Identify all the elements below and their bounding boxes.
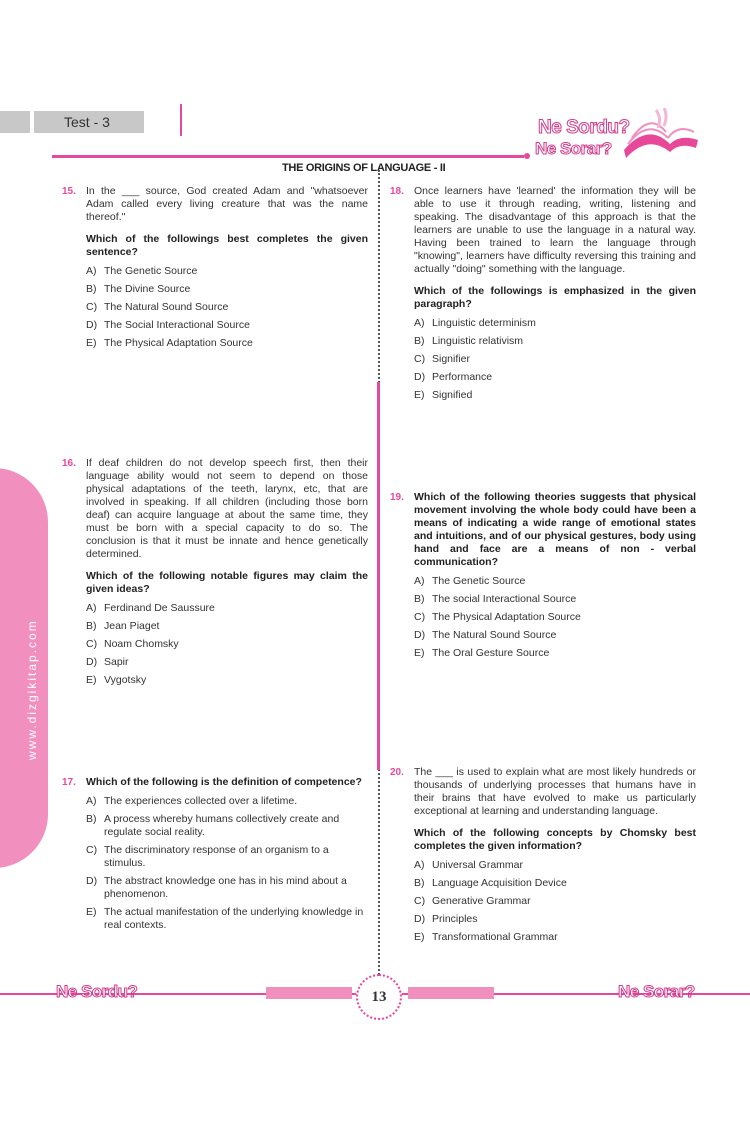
option-letter: A): [414, 859, 425, 871]
option-b[interactable]: [86, 283, 368, 296]
option-letter: E): [86, 674, 97, 686]
option-a[interactable]: [86, 265, 368, 278]
option-letter: B): [86, 620, 97, 632]
option-letter: B): [86, 283, 97, 295]
question-18: [390, 185, 696, 407]
option-text: The experiences collected over a lifetime.: [104, 795, 298, 807]
options: [414, 575, 696, 660]
option-c[interactable]: [414, 353, 696, 366]
question-17: [62, 776, 368, 937]
option-e[interactable]: [86, 337, 368, 350]
option-text: The actual manifestation of the underlying knowledge in real contexts.: [104, 906, 364, 931]
question-15: [62, 185, 368, 355]
option-e[interactable]: [86, 674, 368, 687]
option-d[interactable]: [86, 875, 368, 901]
question-prompt: Which of the following is the definition of competence?: [86, 776, 362, 788]
option-letter: B): [86, 813, 97, 825]
option-text: Vygotsky: [104, 674, 147, 686]
option-letter: A): [86, 602, 97, 614]
option-b[interactable]: [86, 620, 368, 633]
question-prompt: Which of the following notable figures may claim the given ideas?: [86, 570, 368, 595]
option-a[interactable]: [86, 602, 368, 615]
option-text: The Divine Source: [104, 283, 191, 295]
option-letter: E): [86, 906, 97, 918]
option-c[interactable]: [86, 301, 368, 314]
option-b[interactable]: [86, 813, 368, 839]
question-number: 19.: [390, 492, 404, 503]
option-a[interactable]: [414, 575, 696, 588]
option-text: Linguistic determinism: [432, 317, 536, 329]
option-text: Noam Chomsky: [104, 638, 179, 650]
option-letter: D): [86, 875, 98, 887]
option-e[interactable]: [414, 647, 696, 660]
option-letter: C): [414, 895, 426, 907]
option-text: Sapir: [104, 656, 129, 668]
option-letter: C): [414, 353, 426, 365]
question-16: [62, 457, 368, 692]
option-letter: C): [86, 844, 98, 856]
question-19: [390, 491, 696, 665]
options: [86, 602, 368, 687]
option-letter: A): [86, 265, 97, 277]
question-number: 18.: [390, 186, 404, 197]
option-text: Linguistic relativism: [432, 335, 524, 347]
question-number: 16.: [62, 458, 76, 469]
column-divider-accent: [377, 382, 380, 770]
option-e[interactable]: [414, 931, 696, 944]
option-letter: E): [414, 647, 425, 659]
option-text: Transformational Grammar: [432, 931, 558, 943]
option-text: The Genetic Source: [104, 265, 198, 277]
option-letter: D): [414, 913, 426, 925]
option-text: A process whereby humans collectively create and regulate social reality.: [104, 813, 340, 838]
option-text: The Social Interactional Source: [104, 319, 250, 331]
option-text: Signified: [432, 389, 473, 401]
option-d[interactable]: [414, 913, 696, 926]
option-letter: B): [414, 877, 425, 889]
test-label: Test - 3: [34, 111, 144, 133]
question-prompt: Which of the followings is emphasized in the given paragraph?: [414, 285, 696, 310]
option-d[interactable]: [86, 656, 368, 669]
option-b[interactable]: [414, 335, 696, 348]
footer-logo-left: Ne Sordu?: [56, 982, 138, 1001]
page-number: 13: [356, 974, 402, 1020]
footer-bar-left: [266, 987, 352, 999]
side-tab: [0, 468, 48, 868]
option-b[interactable]: [414, 877, 696, 890]
option-d[interactable]: [86, 319, 368, 332]
option-letter: C): [414, 611, 426, 623]
question-20: [390, 766, 696, 949]
option-text: The discriminatory response of an organism to a stimulus.: [104, 844, 329, 869]
option-letter: A): [86, 795, 97, 807]
side-watermark: www.dizgikitap.com: [25, 619, 39, 760]
option-letter: A): [414, 317, 425, 329]
question-text: The ___ is used to explain what are most likely hundreds or thousands of underlying processes that humans have in their brains that have evolved to make us particularly exceptional at learning and understanding language.: [414, 766, 696, 817]
option-text: The abstract knowledge one has in his mind about a phenomenon.: [104, 875, 347, 900]
question-prompt: Which of the followings best completes the given sentence?: [86, 233, 368, 258]
question-prompt: Which of the following concepts by Chomsky best completes the given information?: [414, 827, 696, 852]
option-text: Performance: [432, 371, 493, 383]
question-number: 15.: [62, 186, 76, 197]
header-rule: [52, 155, 524, 158]
option-text: The Natural Sound Source: [432, 629, 557, 641]
header-divider: [180, 104, 182, 136]
option-e[interactable]: [414, 389, 696, 402]
option-e[interactable]: [86, 906, 368, 932]
option-letter: E): [414, 931, 425, 943]
option-c[interactable]: [86, 844, 368, 870]
option-d[interactable]: [414, 371, 696, 384]
question-number: 20.: [390, 767, 404, 778]
page-title: THE ORIGINS OF LANGUAGE - II: [282, 162, 446, 174]
option-letter: D): [414, 629, 426, 641]
option-d[interactable]: [414, 629, 696, 642]
option-text: Principles: [432, 913, 478, 925]
option-text: The Genetic Source: [432, 575, 526, 587]
options: [414, 317, 696, 402]
option-letter: A): [414, 575, 425, 587]
option-letter: D): [86, 656, 98, 668]
question-number: 17.: [62, 777, 76, 788]
option-letter: D): [414, 371, 426, 383]
option-letter: E): [86, 337, 97, 349]
question-text: If deaf children do not develop speech first, then their language ability would not seem to depend on those physical adaptations of the teeth, larynx, etc, that are involved in speaking. If all children (including those born deaf) can acquire language at about the same time, they must be born with a special capacity to do so. The conclusion is that it must be innate and hence genetically determined.: [86, 457, 368, 560]
option-c[interactable]: [414, 895, 696, 908]
option-text: Signifier: [432, 353, 470, 365]
option-text: Universal Grammar: [432, 859, 524, 871]
option-letter: B): [414, 335, 425, 347]
options: [414, 859, 696, 944]
option-text: The Natural Sound Source: [104, 301, 229, 313]
option-text: Language Acquisition Device: [432, 877, 567, 889]
options: [86, 265, 368, 350]
option-letter: D): [86, 319, 98, 331]
logo-ne-sordu: Ne Sordu?: [538, 117, 630, 138]
option-text: Ferdinand De Saussure: [104, 602, 215, 614]
option-text: Jean Piaget: [104, 620, 160, 632]
option-letter: B): [414, 593, 425, 605]
option-text: Generative Grammar: [432, 895, 531, 907]
option-text: The Physical Adaptation Source: [432, 611, 581, 623]
header-rule-dot: [524, 153, 530, 159]
question-prompt: Which of the following theories suggests that physical movement involving the whole body could have been a means of indicating a wide range of emotional states and intuitions, and of our physical gestures, body using hand and face are a means of non - verbal communication?: [414, 491, 696, 568]
options: [86, 795, 368, 932]
footer-logo-right: Ne Sorar?: [618, 982, 695, 1001]
option-text: The Physical Adaptation Source: [104, 337, 253, 349]
question-text: In the ___ source, God created Adam and "whatsoever Adam called every living creature that was the name thereof.": [86, 185, 368, 223]
option-a[interactable]: [414, 859, 696, 872]
option-text: The Oral Gesture Source: [432, 647, 550, 659]
option-b[interactable]: [414, 593, 696, 606]
option-a[interactable]: [414, 317, 696, 330]
option-text: The social Interactional Source: [432, 593, 577, 605]
option-a[interactable]: [86, 795, 368, 808]
logo-ne-sorar: Ne Sorar?: [535, 139, 612, 158]
header-gray-bar: [0, 111, 30, 133]
option-letter: C): [86, 301, 98, 313]
footer-bar-right: [408, 987, 494, 999]
option-letter: E): [414, 389, 425, 401]
option-c[interactable]: [414, 611, 696, 624]
option-letter: C): [86, 638, 98, 650]
question-text: Once learners have 'learned' the information they will be able to use it through reading, writing, listening and speaking. The disadvantage of this approach is that the learners are unable to use the language in a natural way. Having been trained to learn the language through "knowing", learners have difficulty reversing this training and actually "doing" something with the language.: [414, 185, 696, 275]
option-c[interactable]: [86, 638, 368, 651]
open-book-icon: [618, 104, 702, 160]
